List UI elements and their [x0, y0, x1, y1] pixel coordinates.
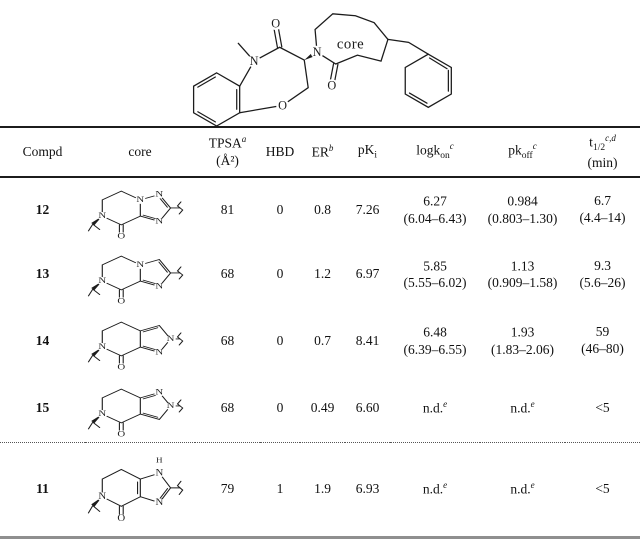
table-row-compound-13: [0, 242, 640, 307]
compound-id: 12: [35, 201, 50, 217]
confidence-interval: (0.909–1.58): [487, 275, 558, 291]
col-header-core: core: [128, 143, 152, 159]
cell-pki: 7.26: [355, 201, 380, 217]
core-structure-cell: [85, 375, 195, 442]
cell-hbd: 0: [276, 332, 284, 348]
col-header-er: ER$^b$: [311, 142, 334, 160]
svg-text:N: N: [98, 211, 107, 221]
cell-logkon: n.d.$^e$: [422, 399, 448, 416]
svg-text:O: O: [271, 16, 281, 31]
scaffold-figure: [0, 0, 640, 128]
svg-text:N: N: [98, 491, 107, 502]
cell-er: 0.7: [314, 332, 331, 348]
table-row-compound-14: [0, 307, 640, 375]
svg-text:N: N: [155, 216, 164, 227]
table-row-compound-12: [0, 177, 640, 242]
core-structure-drawing: [85, 377, 187, 439]
col-header-tpsa: TPSA$^a$ (Å²): [208, 134, 247, 168]
cell-t12: <5: [595, 399, 610, 415]
core-structure-drawing: [85, 454, 187, 524]
svg-text:N: N: [155, 189, 164, 200]
cell-pkoff: n.d.$^e$: [510, 399, 535, 416]
cell-pki: 6.97: [355, 266, 380, 282]
cell-pki: 8.41: [355, 332, 380, 348]
cell-er: 1.9: [314, 480, 331, 496]
cell-pkoff: 1.93 (1.83–2.06): [480, 307, 565, 375]
col-header-hbd: HBD: [265, 143, 295, 159]
col-header-logkon: logk$_{on}^c$: [416, 140, 454, 162]
cell-er: 0.8: [314, 201, 331, 217]
svg-text:O: O: [327, 78, 337, 93]
col-header-t12: $t_{1/2}^{c,d}$ (min): [587, 132, 618, 170]
svg-text:N: N: [155, 387, 164, 398]
cell-tpsa: 68: [220, 266, 235, 282]
cell-hbd: 0: [276, 399, 284, 415]
cell-t12: 59 (46–80): [565, 307, 640, 375]
compound-id: 11: [36, 480, 49, 496]
cell-er: 0.49: [310, 399, 335, 415]
col-header-compd: Compd: [22, 143, 63, 159]
core-ring-label: core: [336, 36, 365, 53]
confidence-interval: (5.55–6.02): [403, 275, 467, 291]
table-row-compound-11: [0, 442, 640, 537]
svg-text:O: O: [117, 513, 126, 524]
col-header-pki: $pK_i$: [357, 141, 378, 161]
scaffold-structure-drawing: [165, 2, 475, 128]
confidence-interval: (6.04–6.43): [403, 210, 467, 226]
cell-pki: 6.60: [355, 399, 380, 415]
core-structure-cell: [85, 177, 195, 242]
cell-tpsa: 68: [220, 399, 235, 415]
confidence-interval: (1.83–2.06): [491, 341, 554, 357]
cell-logkon: 6.27 (6.04–6.43): [390, 177, 480, 242]
svg-text:N: N: [98, 342, 107, 352]
cell-pkoff: 1.13 (0.909–1.58): [480, 242, 565, 307]
svg-text:O: O: [117, 231, 126, 241]
cell-er: 1.2: [314, 266, 331, 282]
table-header: [0, 128, 640, 177]
cell-tpsa: 79: [220, 480, 235, 496]
cell-tpsa: 68: [220, 332, 235, 348]
svg-text:N: N: [312, 45, 322, 60]
cell-logkon: 5.85 (5.55–6.02): [390, 242, 480, 307]
svg-text:N: N: [155, 281, 164, 291]
confidence-interval: (0.803–1.30): [487, 210, 558, 226]
compound-id: 15: [35, 399, 50, 415]
svg-text:N: N: [136, 259, 145, 270]
confidence-interval: (46–80): [581, 341, 624, 356]
core-structure-drawing: [85, 244, 187, 306]
cell-hbd: 0: [276, 201, 284, 217]
core-structure-cell: [85, 442, 195, 537]
svg-text:N: N: [136, 195, 145, 205]
compound-id: 14: [35, 332, 50, 348]
svg-text:N: N: [98, 275, 107, 286]
svg-text:N: N: [155, 468, 164, 479]
svg-text:H: H: [156, 455, 163, 465]
confidence-interval: (4.4–14): [579, 210, 626, 225]
cell-logkon: n.d.$^e$: [422, 479, 448, 497]
table-row-compound-15: [0, 375, 640, 442]
svg-text:O: O: [117, 429, 126, 440]
cell-pki: 6.93: [355, 480, 380, 496]
core-structure-drawing: [85, 179, 187, 241]
svg-text:N: N: [166, 334, 175, 344]
cell-pkoff: n.d.$^e$: [510, 479, 535, 497]
core-structure-cell: [85, 307, 195, 375]
svg-text:O: O: [278, 98, 288, 113]
cell-t12: 9.3 (5.6–26): [565, 242, 640, 307]
cell-t12: 6.7 (4.4–14): [565, 177, 640, 242]
compound-id: 13: [35, 266, 50, 282]
compound-data-table: [0, 128, 640, 539]
svg-text:O: O: [117, 362, 126, 372]
svg-text:N: N: [249, 54, 259, 69]
confidence-interval: (5.6–26): [579, 274, 626, 290]
svg-text:N: N: [155, 347, 164, 358]
svg-text:N: N: [155, 497, 164, 508]
cell-t12: <5: [595, 480, 610, 496]
cell-logkon: 6.48 (6.39–6.55): [390, 307, 480, 375]
svg-text:N: N: [166, 401, 175, 412]
col-header-pkoff: $pk_{off}^c$: [508, 140, 537, 162]
core-structure-cell: [85, 242, 195, 307]
cell-tpsa: 81: [220, 201, 235, 217]
confidence-interval: (6.39–6.55): [403, 341, 467, 357]
cell-hbd: 0: [276, 266, 284, 282]
core-structure-drawing: [85, 310, 187, 372]
svg-text:N: N: [98, 409, 107, 420]
cell-pkoff: 0.984 (0.803–1.30): [480, 177, 565, 242]
svg-text:O: O: [117, 296, 126, 306]
cell-hbd: 1: [276, 480, 284, 496]
